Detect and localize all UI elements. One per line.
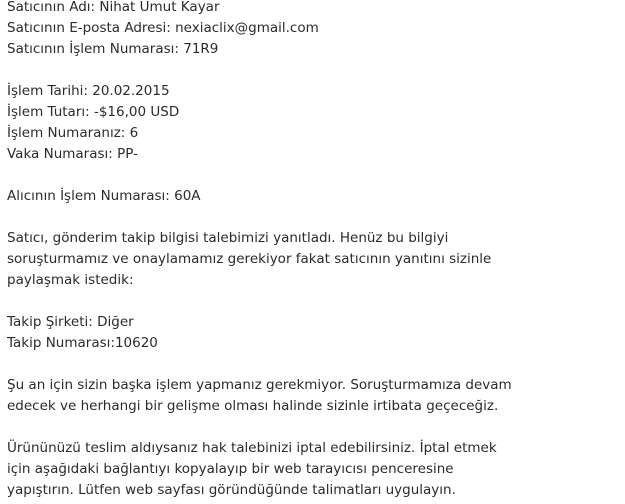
buyer-transaction-number-text: Alıcının İşlem Numarası: 60A	[7, 188, 201, 204]
paragraph-1-line-3: paylaşmak istedik:	[7, 272, 134, 288]
buyer-transaction-number	[7, 186, 619, 207]
paragraph-1-line-2: soruşturmamız ve onaylamamız gerekiyor fakat satıcının yanıtını sizinle	[7, 251, 492, 267]
spacer	[7, 165, 619, 186]
spacer	[7, 291, 619, 312]
case-number-text: Vaka Numarası: PP-	[7, 146, 138, 162]
seller-email: Satıcının E-posta Adresi: nexiaclix@gmail.com	[7, 20, 319, 36]
your-transaction-number-text: İşlem Numaranız: 6	[7, 125, 139, 141]
seller-transaction-number-text: Satıcının İşlem Numarası: 71R9	[7, 41, 219, 57]
tracking-number: Takip Numarası:10620	[7, 335, 158, 351]
seller-name: Satıcının Adı: Nihat Umut Kayar	[7, 0, 220, 15]
transaction-amount: İşlem Tutarı: -$16,00 USD	[7, 104, 180, 120]
paragraph-1-line-1: Satıcı, gönderim takip bilgisi talebimizi yanıtladı. Henüz bu bilgiyi	[7, 230, 449, 246]
email-message-body	[7, 0, 619, 501]
spacer	[7, 354, 619, 375]
paragraph-2-line-1: Şu an için sizin başka işlem yapmanız gerekmiyor. Soruşturmamıza devam	[7, 377, 512, 393]
paragraph-3-line-3: yapıştırın. Lütfen web sayfası göründüğünde talimatları uygulayın.	[7, 482, 456, 498]
spacer	[7, 417, 619, 438]
tracking-company: Takip Şirketi: Diğer	[7, 314, 134, 330]
spacer	[7, 207, 619, 228]
case-number	[7, 144, 619, 165]
paragraph-3-line-2: için aşağıdaki bağlantıyı kopyalayıp bir web tarayıcısı penceresine	[7, 461, 454, 477]
seller-transaction-number	[7, 39, 619, 60]
paragraph-2-line-2: edecek ve herhangi bir gelişme olması halinde sizinle irtibata geçeceğiz.	[7, 398, 499, 414]
your-transaction-number	[7, 123, 619, 144]
transaction-date: İşlem Tarihi: 20.02.2015	[7, 83, 170, 99]
paragraph-3-line-1: Ürününüzü teslim aldıysanız hak talebinizi iptal edebilirsiniz. İptal etmek	[7, 440, 497, 456]
spacer	[7, 60, 619, 81]
